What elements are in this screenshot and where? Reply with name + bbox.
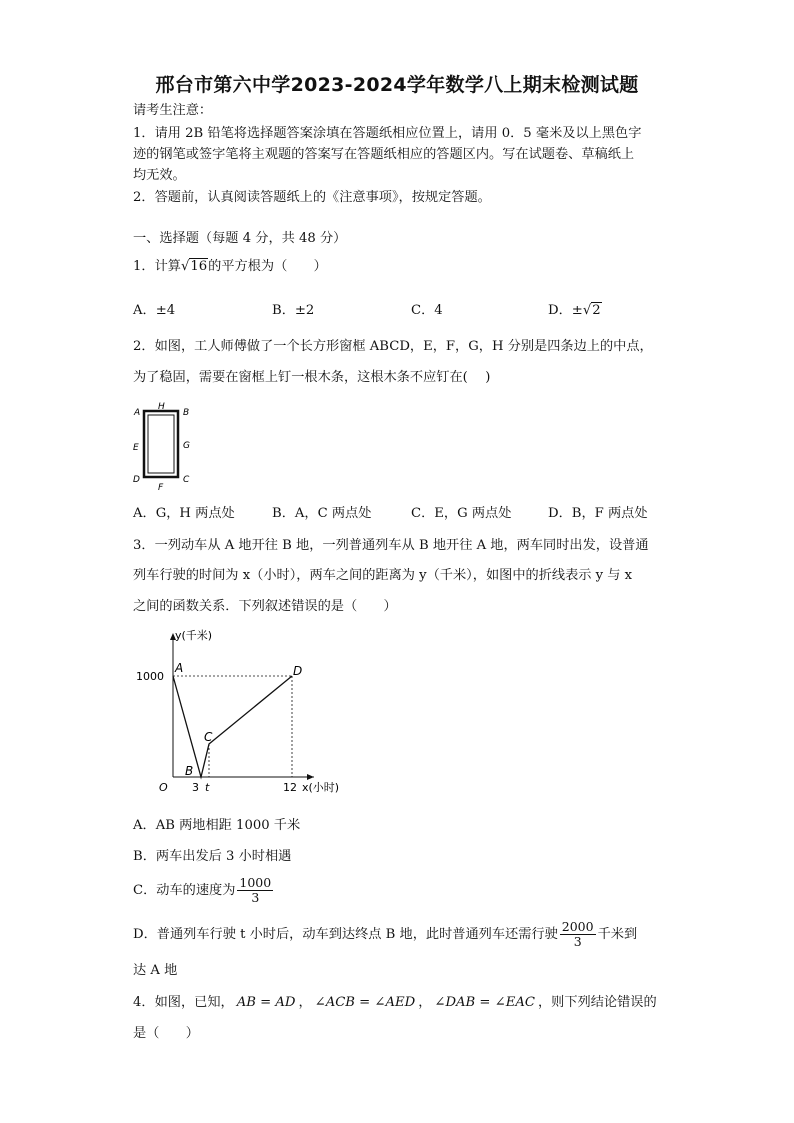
- section-heading: 一、选择题（每题 4 分，共 48 分）: [133, 231, 347, 246]
- x-axis-label: x(小时): [302, 781, 340, 794]
- question-3-line-2: 列车行驶的时间为 x（小时），两车之间的距离为 y（千米），如图中的折线表示 y 与 x: [133, 568, 633, 583]
- condition-angle-acb-equals-aed: ∠ACB = ∠AED: [314, 995, 416, 1010]
- window-frame-figure: [128, 400, 198, 492]
- notice-item-1-line-2: 迹的钢笔或签字笔将主观题的答案写在答题纸相应的答题区内。写在试题卷、草稿纸上: [133, 147, 635, 162]
- frame-outer: [144, 411, 178, 477]
- page-title: 邢台市第六中学2023-2024学年数学八上期末检测试题: [155, 74, 639, 96]
- point-b-label: B: [185, 764, 194, 778]
- notice-item-1-line-3: 均无效。: [133, 168, 186, 183]
- question-1-option-b: B．±2: [272, 303, 315, 318]
- question-3-option-b: B．两车出发后 3 小时相遇: [133, 849, 292, 864]
- notice-item-2: 2．答题前，认真阅读答题纸上的《注意事项》，按规定答题。: [133, 190, 491, 205]
- question-3-option-c: [133, 876, 275, 905]
- origin-label: O: [159, 781, 168, 794]
- question-4-prefix: 4．如图，已知，: [133, 995, 234, 1010]
- question-3-option-d-line-2: 达 A 地: [133, 963, 178, 978]
- question-1-option-d: [548, 301, 602, 321]
- question-1-option-c: C．4: [411, 303, 443, 318]
- notice-heading: 请考生注意：: [133, 103, 213, 118]
- point-a-label: A: [175, 661, 184, 675]
- x-tick-3: 3: [192, 781, 199, 794]
- question-3-option-d-suffix: 千米到: [597, 927, 638, 942]
- point-d-label: D: [293, 664, 303, 678]
- label-f: F: [158, 483, 164, 492]
- distance-time-graph: [128, 625, 358, 800]
- question-1-stem-prefix: 1．计算: [133, 259, 181, 274]
- question-2-option-a: A．G，H 两点处: [133, 506, 235, 521]
- question-2-line-2: 为了稳固，需要在窗框上钉一根木条，这根木条不应钉在( ): [133, 370, 491, 385]
- question-1-option-d-prefix: D．±: [548, 303, 583, 318]
- x-tick-12: 12: [283, 781, 297, 794]
- question-3-line-1: 3．一列动车从 A 地开往 B 地，一列普通列车从 B 地开往 A 地，两车同时出发，设普通: [133, 538, 649, 553]
- fraction-numerator: 2000: [561, 919, 594, 934]
- condition-angle-dab-equals-eac: ∠DAB = ∠EAC: [434, 995, 535, 1010]
- point-c-label: C: [204, 730, 213, 744]
- question-3-option-d-prefix: D．普通列车行驶 t 小时后，动车到达终点 B 地，此时普通列车还需行驶: [133, 927, 558, 942]
- sqrt-sign-icon: √2: [582, 303, 601, 318]
- label-d: D: [133, 475, 140, 485]
- question-4-line-2: 是（ ）: [133, 1026, 199, 1041]
- notice-item-1-line-1: 1．请用 2B 铅笔将选择题答案涂填在答题纸相应位置上，请用 0．5 毫米及以上黑色字: [133, 126, 642, 141]
- fraction-1000-over-3: [237, 876, 273, 905]
- question-3-option-d: [133, 920, 637, 949]
- y-axis-label: y(千米): [175, 629, 213, 642]
- x-tick-t: t: [205, 781, 210, 794]
- question-2-option-b: B．A，C 两点处: [272, 506, 372, 521]
- question-1-stem: [133, 257, 327, 277]
- question-1-option-a: A．±4: [133, 303, 176, 318]
- label-a: A: [134, 408, 141, 418]
- question-1-option-d-radicand: 2: [592, 303, 601, 318]
- question-3-option-c-prefix: C．动车的速度为: [133, 883, 236, 898]
- condition-ab-equals-ad: AB = AD: [236, 995, 296, 1010]
- question-2-line-1: 2．如图，工人师傅做了一个长方形窗框 ABCD，E，F，G，H 分别是四条边上的中点，: [133, 339, 653, 354]
- y-tick-1000: 1000: [136, 670, 164, 683]
- question-4-line-1: 4．如图，已知， AB = AD ， ∠ACB = ∠AED ， ∠DAB = ∠EAC ，则下列结论错误的: [133, 995, 657, 1010]
- question-1-stem-suffix: 的平方根为（ ）: [208, 259, 327, 274]
- fraction-denominator: 3: [573, 934, 582, 949]
- fraction-2000-over-3: [560, 920, 596, 949]
- label-h: H: [158, 402, 165, 412]
- x-axis-arrow-icon: [307, 774, 314, 780]
- question-3-option-a: A．AB 两地相距 1000 千米: [133, 818, 301, 833]
- label-b: B: [183, 408, 190, 418]
- question-3-line-3: 之间的函数关系．下列叙述错误的是（ ）: [133, 599, 397, 614]
- question-4-suffix: ，则下列结论错误的: [537, 995, 657, 1010]
- question-1-radicand: 16: [190, 259, 208, 274]
- label-e: E: [133, 443, 139, 453]
- sqrt-sign-icon: √16: [180, 259, 208, 274]
- fraction-numerator: 1000: [239, 875, 272, 890]
- frame-inner: [148, 415, 174, 473]
- label-c: C: [183, 475, 190, 485]
- question-2-option-c: C．E，G 两点处: [411, 506, 512, 521]
- question-2-option-d: D．B，F 两点处: [548, 506, 648, 521]
- fraction-denominator: 3: [251, 890, 260, 905]
- function-polyline: [173, 676, 292, 777]
- label-g: G: [183, 441, 190, 451]
